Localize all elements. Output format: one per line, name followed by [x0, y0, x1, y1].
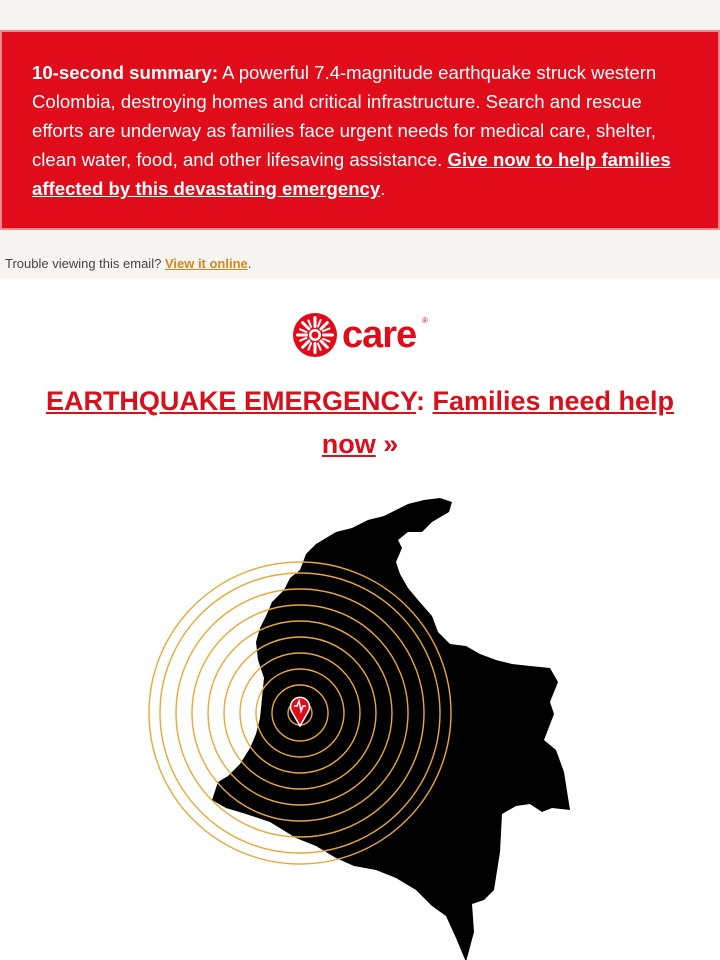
registered-mark: ® [422, 316, 428, 325]
summary-text [32, 58, 688, 203]
summary-body: A powerful 7.4-magnitude earthquake struck western Colombia, destroying homes and critical infrastructure. Search and rescue efforts are underway as families face urgent needs for medical care, shelter, clean water, food, and other lifesaving assistance. [32, 62, 657, 170]
preheader-text: Trouble viewing this email? [5, 256, 165, 271]
preheader [5, 256, 251, 271]
view-online-link[interactable]: View it online [164, 256, 248, 271]
summary-label: 10-second summary: [32, 62, 219, 83]
preheader-period: . [247, 256, 252, 271]
give-now-link[interactable]: Give now to help families affected by this devastating emergency [32, 149, 671, 199]
headline-link-emergency[interactable]: EARTHQUAKE EMERGENCY [45, 386, 416, 416]
email-body [0, 278, 720, 960]
colombia-map[interactable] [140, 492, 580, 960]
care-wordmark: care [342, 314, 417, 356]
summary-period: . [380, 178, 386, 199]
care-logo-icon [292, 312, 338, 358]
summary-banner [0, 30, 720, 230]
headline-separator: : [415, 386, 433, 416]
headline [40, 380, 680, 466]
headline-link-help[interactable]: Families need help now [321, 386, 675, 459]
care-logo[interactable] [292, 312, 432, 358]
headline-arrow: » [375, 429, 399, 459]
